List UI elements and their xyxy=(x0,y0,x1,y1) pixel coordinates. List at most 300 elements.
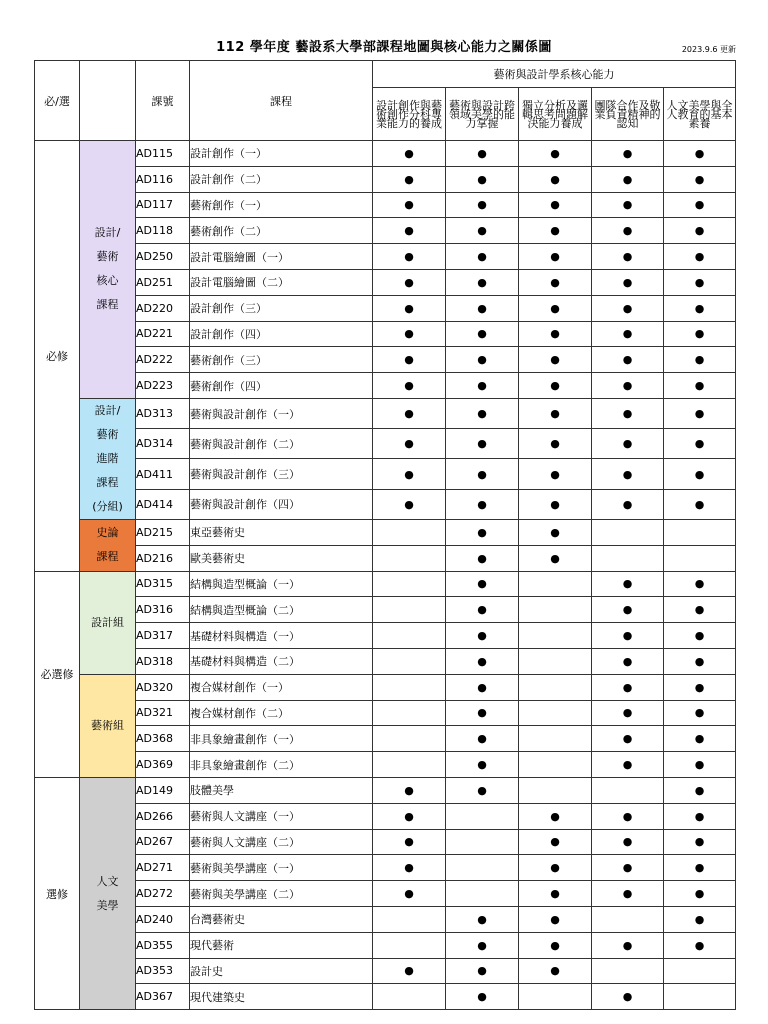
course-code: AD223 xyxy=(136,373,190,399)
table-row xyxy=(35,726,736,752)
ability-dot: ● xyxy=(550,172,560,186)
ability-dot: ● xyxy=(550,301,560,315)
ability-cell xyxy=(664,958,736,984)
ability-cell xyxy=(446,192,519,218)
ability-cell xyxy=(592,726,664,752)
ability-dot: ● xyxy=(477,680,487,694)
ability-dot: ● xyxy=(550,964,560,978)
header-ability-5: 人文美學與全人教育的基本素養 xyxy=(664,88,736,141)
course-name: 藝術與設計創作（四） xyxy=(190,489,373,519)
ability-cell xyxy=(446,373,519,399)
course-name: 藝術與美學講座（二） xyxy=(190,881,373,907)
ability-dot: ● xyxy=(550,327,560,341)
course-name: 現代建築史 xyxy=(190,984,373,1010)
ability-dot: ● xyxy=(694,629,705,643)
table-row xyxy=(35,777,736,803)
ability-cell xyxy=(664,726,736,752)
ability-cell xyxy=(446,648,519,674)
ability-cell xyxy=(664,855,736,881)
ability-dot: ● xyxy=(694,706,705,720)
group-label-line: 課程 xyxy=(96,298,119,312)
ability-dot: ● xyxy=(622,198,633,212)
ability-dot: ● xyxy=(477,732,487,746)
ability-dot: ● xyxy=(622,680,633,694)
ability-cell xyxy=(519,906,592,932)
ability-dot: ● xyxy=(550,407,560,421)
course-name: 藝術與設計創作（二） xyxy=(190,429,373,459)
ability-dot: ● xyxy=(477,758,487,772)
ability-cell xyxy=(373,295,446,321)
ability-cell xyxy=(519,623,592,649)
table-row xyxy=(35,545,736,571)
ability-cell xyxy=(446,932,519,958)
ability-dot: ● xyxy=(622,275,633,289)
ability-dot: ● xyxy=(477,629,487,643)
ability-cell xyxy=(519,166,592,192)
ability-cell xyxy=(519,373,592,399)
course-code: AD215 xyxy=(136,519,190,545)
course-code: AD353 xyxy=(136,958,190,984)
course-name: 藝術與設計創作（一） xyxy=(190,398,373,428)
ability-dot: ● xyxy=(404,809,414,823)
table-row xyxy=(35,218,736,244)
ability-dot: ● xyxy=(550,551,560,565)
ability-cell xyxy=(519,269,592,295)
course-name: 設計創作（四） xyxy=(190,321,373,347)
group-label-line: 課程 xyxy=(96,550,119,564)
course-code: AD414 xyxy=(136,489,190,519)
table-row xyxy=(35,906,736,932)
ability-cell xyxy=(446,166,519,192)
ability-cell xyxy=(373,829,446,855)
ability-cell xyxy=(446,623,519,649)
table-row xyxy=(35,141,736,167)
course-name: 藝術與人文講座（二） xyxy=(190,829,373,855)
ability-cell xyxy=(373,347,446,373)
course-code: AD220 xyxy=(136,295,190,321)
table-row xyxy=(35,489,736,519)
ability-cell xyxy=(664,648,736,674)
ability-dot: ● xyxy=(404,198,414,212)
ability-cell xyxy=(446,141,519,167)
ability-cell xyxy=(519,803,592,829)
ability-cell xyxy=(373,321,446,347)
table-row xyxy=(35,752,736,778)
group-label-line: 藝術 xyxy=(96,250,119,264)
ability-cell xyxy=(519,571,592,597)
course-name: 藝術與美學講座（一） xyxy=(190,855,373,881)
ability-cell xyxy=(592,141,664,167)
ability-dot: ● xyxy=(404,301,414,315)
ability-dot: ● xyxy=(404,783,414,797)
course-code: AD222 xyxy=(136,347,190,373)
ability-dot: ● xyxy=(477,146,487,160)
course-code: AD321 xyxy=(136,700,190,726)
ability-dot: ● xyxy=(404,835,414,849)
ability-dot: ● xyxy=(550,224,560,238)
ability-cell xyxy=(373,803,446,829)
ability-cell xyxy=(519,429,592,459)
ability-dot: ● xyxy=(550,198,560,212)
ability-cell xyxy=(592,192,664,218)
table-row xyxy=(35,674,736,700)
ability-cell xyxy=(664,192,736,218)
ability-cell xyxy=(592,752,664,778)
course-code: AD318 xyxy=(136,648,190,674)
group-label-line: 設計組 xyxy=(91,615,124,629)
ability-dot: ● xyxy=(622,146,633,160)
ability-dot: ● xyxy=(622,758,633,772)
ability-dot: ● xyxy=(404,887,414,901)
header-abilities-title: 藝術與設計學系核心能力 xyxy=(373,61,736,88)
ability-cell xyxy=(373,674,446,700)
ability-cell xyxy=(592,777,664,803)
table-row xyxy=(35,984,736,1010)
ability-dot: ● xyxy=(694,861,705,875)
ability-cell xyxy=(519,958,592,984)
ability-dot: ● xyxy=(477,783,487,797)
ability-cell xyxy=(592,166,664,192)
ability-cell xyxy=(446,429,519,459)
table-row xyxy=(35,648,736,674)
ability-cell xyxy=(373,192,446,218)
ability-dot: ● xyxy=(694,172,705,186)
ability-dot: ● xyxy=(694,680,705,694)
ability-dot: ● xyxy=(694,250,705,264)
ability-dot: ● xyxy=(477,327,487,341)
ability-dot: ● xyxy=(477,301,487,315)
course-code: AD317 xyxy=(136,623,190,649)
ability-cell xyxy=(373,398,446,428)
ability-cell xyxy=(519,700,592,726)
ability-cell xyxy=(373,429,446,459)
ability-cell xyxy=(519,932,592,958)
group-cell xyxy=(80,141,136,399)
ability-cell xyxy=(373,597,446,623)
ability-dot: ● xyxy=(404,379,414,393)
ability-dot: ● xyxy=(694,938,705,952)
course-code: AD271 xyxy=(136,855,190,881)
category-cell: 選修 xyxy=(35,777,80,1009)
ability-cell xyxy=(664,881,736,907)
ability-dot: ● xyxy=(550,353,560,367)
ability-cell xyxy=(519,545,592,571)
update-date: 2023.9.6 更新 xyxy=(681,45,736,54)
course-name: 台灣藝術史 xyxy=(190,906,373,932)
ability-cell xyxy=(664,623,736,649)
course-name: 現代藝術 xyxy=(190,932,373,958)
table-row xyxy=(35,321,736,347)
ability-dot: ● xyxy=(477,912,487,926)
course-name: 設計創作（三） xyxy=(190,295,373,321)
ability-cell xyxy=(592,269,664,295)
ability-cell xyxy=(446,347,519,373)
course-name: 藝術創作（三） xyxy=(190,347,373,373)
ability-dot: ● xyxy=(622,706,633,720)
ability-cell xyxy=(592,932,664,958)
ability-cell xyxy=(373,700,446,726)
ability-cell xyxy=(373,777,446,803)
header-course: 課程 xyxy=(190,61,373,141)
ability-dot: ● xyxy=(477,275,487,289)
ability-dot: ● xyxy=(694,379,705,393)
ability-cell xyxy=(446,984,519,1010)
table-row xyxy=(35,623,736,649)
ability-cell xyxy=(373,855,446,881)
ability-cell xyxy=(592,829,664,855)
course-code: AD116 xyxy=(136,166,190,192)
ability-cell xyxy=(664,459,736,489)
ability-dot: ● xyxy=(694,887,705,901)
ability-cell xyxy=(664,519,736,545)
ability-cell xyxy=(664,984,736,1010)
ability-dot: ● xyxy=(550,437,560,451)
ability-cell xyxy=(592,244,664,270)
ability-dot: ● xyxy=(622,887,633,901)
ability-cell xyxy=(373,752,446,778)
ability-dot: ● xyxy=(622,497,633,511)
course-name: 結構與造型概論（二） xyxy=(190,597,373,623)
ability-cell xyxy=(446,545,519,571)
course-name: 基礎材料與構造（一） xyxy=(190,623,373,649)
ability-dot: ● xyxy=(694,327,705,341)
ability-dot: ● xyxy=(694,912,705,926)
ability-dot: ● xyxy=(622,327,633,341)
ability-dot: ● xyxy=(404,275,414,289)
ability-cell xyxy=(519,855,592,881)
ability-cell xyxy=(446,519,519,545)
ability-dot: ● xyxy=(404,861,414,875)
ability-dot: ● xyxy=(404,437,414,451)
ability-dot: ● xyxy=(550,809,560,823)
ability-cell xyxy=(373,906,446,932)
ability-dot: ● xyxy=(550,861,560,875)
course-name: 非具象繪畫創作（一） xyxy=(190,726,373,752)
course-code: AD117 xyxy=(136,192,190,218)
ability-cell xyxy=(519,984,592,1010)
course-code: AD240 xyxy=(136,906,190,932)
ability-dot: ● xyxy=(694,301,705,315)
group-label-line: 美學 xyxy=(96,898,119,912)
header-ability-3: 獨立分析及邏輯思考問題解決能力養成 xyxy=(519,88,592,141)
table-row xyxy=(35,244,736,270)
ability-cell xyxy=(373,958,446,984)
table-row xyxy=(35,881,736,907)
course-code: AD355 xyxy=(136,932,190,958)
table-row xyxy=(35,373,736,399)
ability-dot: ● xyxy=(622,250,633,264)
ability-dot: ● xyxy=(622,437,633,451)
course-code: AD118 xyxy=(136,218,190,244)
ability-dot: ● xyxy=(622,861,633,875)
ability-dot: ● xyxy=(477,250,487,264)
course-code: AD411 xyxy=(136,459,190,489)
course-name: 複合媒材創作（一） xyxy=(190,674,373,700)
ability-cell xyxy=(664,373,736,399)
ability-cell xyxy=(446,295,519,321)
ability-dot: ● xyxy=(622,407,633,421)
course-name: 肢體美學 xyxy=(190,777,373,803)
ability-cell xyxy=(664,571,736,597)
ability-dot: ● xyxy=(550,250,560,264)
group-label-line: 核心 xyxy=(96,274,119,288)
ability-cell xyxy=(592,429,664,459)
ability-cell xyxy=(592,623,664,649)
ability-cell xyxy=(519,398,592,428)
ability-dot: ● xyxy=(694,437,705,451)
ability-cell xyxy=(446,958,519,984)
group-label-line: 進階 xyxy=(96,451,119,465)
ability-dot: ● xyxy=(550,467,560,481)
ability-cell xyxy=(373,373,446,399)
ability-cell xyxy=(373,141,446,167)
ability-cell xyxy=(592,855,664,881)
course-code: AD315 xyxy=(136,571,190,597)
ability-dot: ● xyxy=(477,224,487,238)
ability-dot: ● xyxy=(477,551,487,565)
ability-cell xyxy=(592,545,664,571)
ability-cell xyxy=(373,648,446,674)
ability-dot: ● xyxy=(477,706,487,720)
course-rows xyxy=(35,141,736,1010)
ability-dot: ● xyxy=(694,758,705,772)
ability-cell xyxy=(446,489,519,519)
ability-cell xyxy=(664,244,736,270)
ability-cell xyxy=(592,519,664,545)
ability-cell xyxy=(664,269,736,295)
ability-cell xyxy=(664,398,736,428)
course-code: AD251 xyxy=(136,269,190,295)
ability-cell xyxy=(664,597,736,623)
course-code: AD149 xyxy=(136,777,190,803)
group-cell xyxy=(80,398,136,519)
ability-cell xyxy=(664,545,736,571)
ability-cell xyxy=(592,218,664,244)
ability-dot: ● xyxy=(404,407,414,421)
ability-dot: ● xyxy=(622,809,633,823)
ability-cell xyxy=(519,347,592,373)
ability-cell xyxy=(373,932,446,958)
group-label-line: 藝術組 xyxy=(91,718,124,732)
ability-dot: ● xyxy=(694,809,705,823)
course-code: AD272 xyxy=(136,881,190,907)
ability-dot: ● xyxy=(404,146,414,160)
ability-cell xyxy=(446,321,519,347)
course-code: AD313 xyxy=(136,398,190,428)
ability-cell xyxy=(664,489,736,519)
ability-dot: ● xyxy=(404,250,414,264)
ability-dot: ● xyxy=(694,835,705,849)
ability-cell xyxy=(519,321,592,347)
ability-dot: ● xyxy=(550,146,560,160)
ability-dot: ● xyxy=(622,353,633,367)
group-label-line: 課程 xyxy=(96,475,119,489)
ability-cell xyxy=(373,459,446,489)
ability-cell xyxy=(373,166,446,192)
ability-dot: ● xyxy=(477,990,487,1004)
ability-cell xyxy=(446,571,519,597)
ability-cell xyxy=(519,726,592,752)
ability-cell xyxy=(664,218,736,244)
ability-cell xyxy=(519,777,592,803)
ability-dot: ● xyxy=(477,577,487,591)
group-label-line: 設計/ xyxy=(94,226,121,240)
ability-cell xyxy=(664,932,736,958)
ability-cell xyxy=(592,347,664,373)
course-name: 藝術創作（二） xyxy=(190,218,373,244)
ability-cell xyxy=(519,489,592,519)
ability-dot: ● xyxy=(550,887,560,901)
ability-cell xyxy=(592,881,664,907)
ability-dot: ● xyxy=(550,938,560,952)
course-map-table xyxy=(34,60,736,1010)
group-cell xyxy=(80,519,136,571)
ability-cell xyxy=(592,906,664,932)
ability-cell xyxy=(373,545,446,571)
ability-dot: ● xyxy=(622,603,633,617)
ability-cell xyxy=(446,244,519,270)
ability-dot: ● xyxy=(694,732,705,746)
ability-dot: ● xyxy=(622,835,633,849)
table-row xyxy=(35,166,736,192)
ability-cell xyxy=(519,141,592,167)
table-row xyxy=(35,429,736,459)
ability-cell xyxy=(664,429,736,459)
ability-cell xyxy=(664,829,736,855)
course-name: 設計創作（一） xyxy=(190,141,373,167)
ability-dot: ● xyxy=(477,407,487,421)
course-code: AD216 xyxy=(136,545,190,571)
ability-dot: ● xyxy=(694,224,705,238)
ability-cell xyxy=(446,906,519,932)
course-code: AD367 xyxy=(136,984,190,1010)
ability-cell xyxy=(592,648,664,674)
course-name: 東亞藝術史 xyxy=(190,519,373,545)
ability-cell xyxy=(592,398,664,428)
table-row xyxy=(35,347,736,373)
ability-dot: ● xyxy=(622,654,633,668)
table-row xyxy=(35,803,736,829)
group-cell xyxy=(80,777,136,1009)
table-row xyxy=(35,519,736,545)
ability-cell xyxy=(592,571,664,597)
table-row xyxy=(35,571,736,597)
ability-cell xyxy=(592,597,664,623)
table-row xyxy=(35,829,736,855)
ability-cell xyxy=(446,398,519,428)
ability-cell xyxy=(519,192,592,218)
header-ability-1: 設計創作與藝術創作分科專業能力的養成 xyxy=(373,88,446,141)
ability-cell xyxy=(446,597,519,623)
group-cell xyxy=(80,674,136,777)
ability-cell xyxy=(592,459,664,489)
course-code: AD369 xyxy=(136,752,190,778)
ability-cell xyxy=(446,777,519,803)
ability-dot: ● xyxy=(550,379,560,393)
header-ability-2: 藝術與設計跨領域美學的能力掌握 xyxy=(446,88,519,141)
ability-dot: ● xyxy=(622,990,633,1004)
course-name: 設計電腦繪圖（二） xyxy=(190,269,373,295)
header-category: 必/選 xyxy=(35,61,80,141)
ability-cell xyxy=(519,752,592,778)
ability-dot: ● xyxy=(404,353,414,367)
ability-cell xyxy=(519,829,592,855)
ability-cell xyxy=(373,726,446,752)
category-cell: 必修 xyxy=(35,141,80,572)
ability-cell xyxy=(664,752,736,778)
group-label-line: 藝術 xyxy=(96,427,119,441)
ability-dot: ● xyxy=(550,525,560,539)
